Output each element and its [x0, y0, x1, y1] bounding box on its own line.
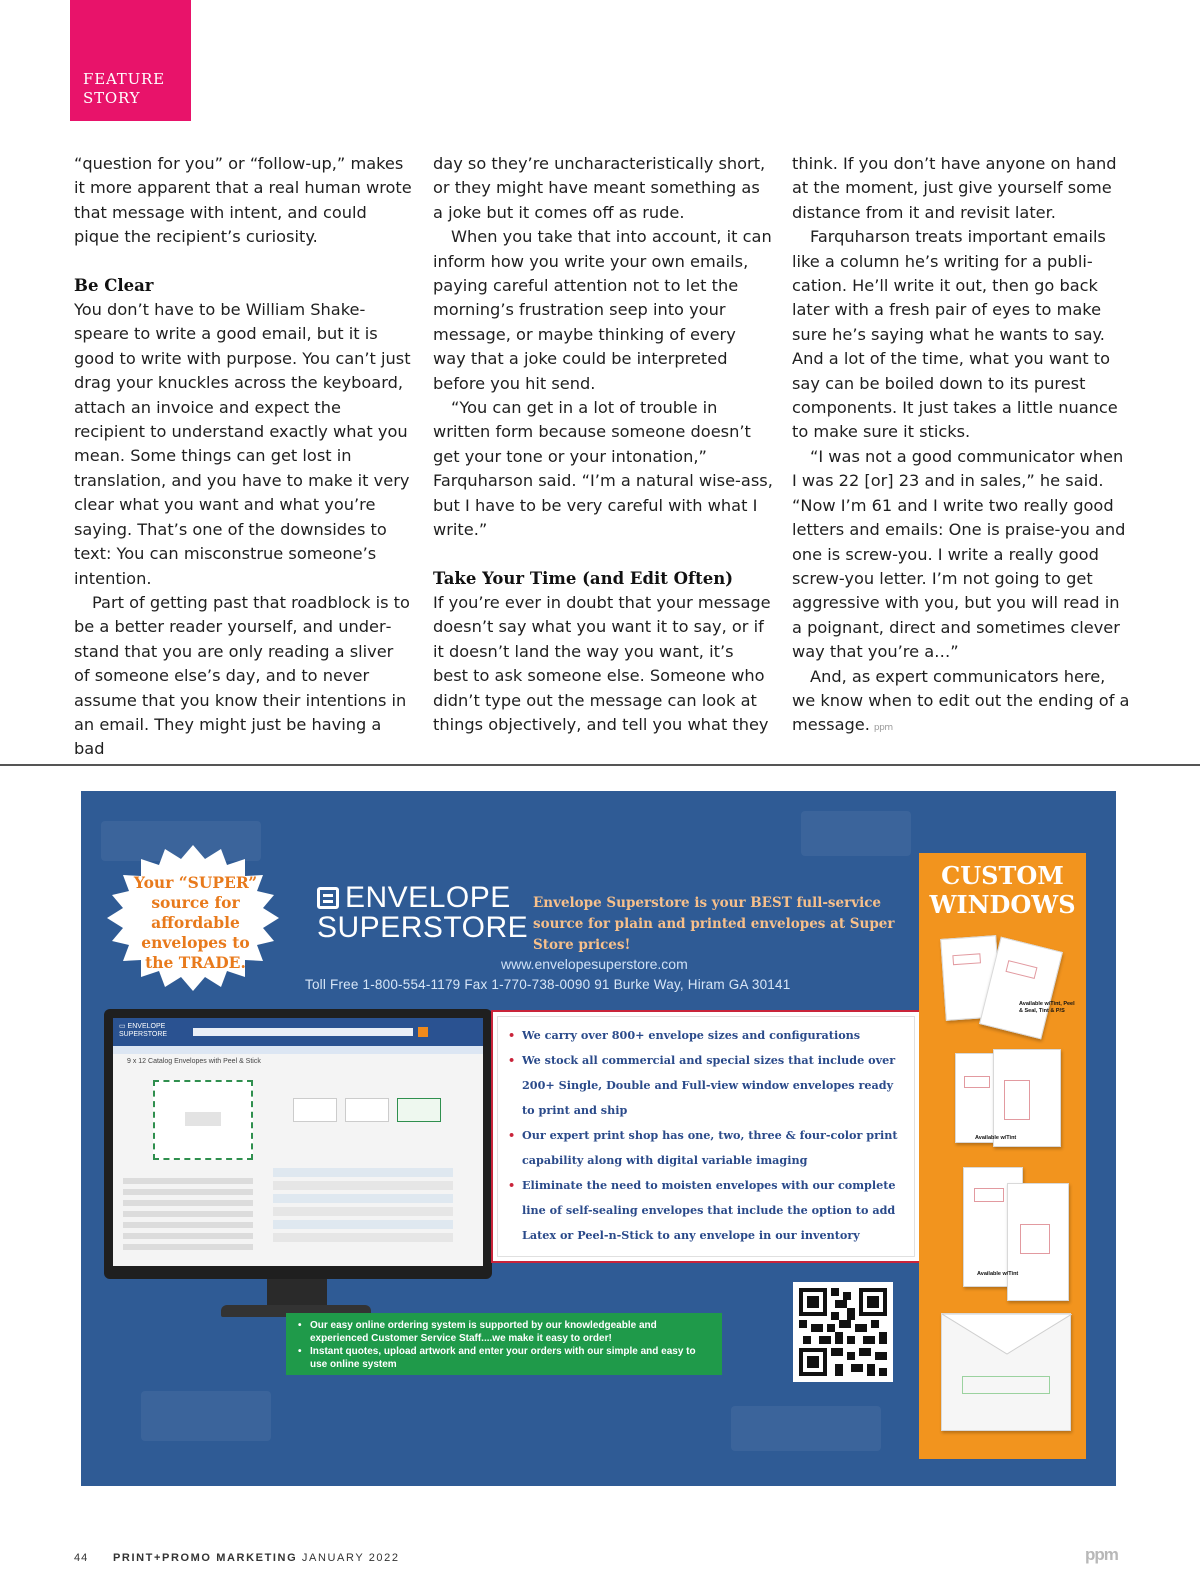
paragraph: Farquharson treats important emails like a column he’s writing for a publication. He’ll write it out, then go back later with a fresh pair of eyes to make sure he’s saying what he wants to say. And a lot of the time, what you want to say can be boiled down to its purest components. It just takes a little nuance to make sure it sticks. [792, 227, 1118, 442]
section-divider [0, 764, 1200, 766]
window-envelope-label: Available w/Tint, Peel & Seal, Tint & P/S [1019, 1001, 1075, 1014]
badge-text: Your “SUPER” source for affordable envelopes to the TRADE. [133, 873, 258, 972]
window-envelope-label: Available w/Tint [975, 1135, 1017, 1141]
feature-item: • Eliminate the need to moisten envelopes with our complete line of self-sealing envelopes that include the option to add Latex or Peel-n-Stick to any envelope in our inventory [506, 1173, 904, 1248]
super-source-badge [91, 843, 296, 993]
website-screenshot: ▭ ENVELOPE SUPERSTORE 9 x 12 Catalog Envelopes with Peel & Stick [113, 1018, 483, 1266]
custom-windows-heading: CUSTOM WINDOWS [929, 861, 1076, 919]
monitor-illustration [104, 1009, 492, 1279]
publication-name: PRINT+PROMO MARKETING [113, 1552, 298, 1564]
window-envelope-sample [1007, 1183, 1069, 1301]
envelope-logo-icon [317, 887, 339, 909]
qr-code-icon [799, 1288, 887, 1376]
subheading-take-your-time: Take Your Time (and Edit Often) [433, 568, 734, 588]
paragraph: “You can get in a lot of trouble in written form because someone doesn’t get your tone or your intonation,” Farquharson said. “I’m a natural wise-ass, but I have to be very careful with what I write.” [433, 398, 773, 540]
ordering-info-box [286, 1313, 722, 1375]
background-envelope-shape [801, 811, 911, 856]
paragraph: think. If you don’t have anyone on hand at the moment, just give yourself some distance from it and revisit later. [792, 154, 1117, 222]
end-mark-logo: ppm [873, 723, 893, 734]
article-column-3 [792, 152, 1132, 741]
paragraph: If you’re ever in doubt that your message doesn’t say what you want it to say, or if it doesn’t land the way you want, it’s best to ask someone else. Someone who didn’t type out the message can look at things objectively, and tell you what they [433, 592, 771, 734]
paragraph: When you take that into account, it can inform how you write your own emails, paying careful attention not to let the morning’s frustration seep into your message, or maybe thinking of every way that a joke could be interpreted before you hit send. [433, 227, 772, 393]
publication-line [113, 1552, 400, 1564]
custom-windows-panel [919, 853, 1086, 1459]
paragraph: You don’t have to be William Shakespeare to write a good email, but it is good to write with purpose. You can’t just drag your knuckles across the keyboard, attach an invoice and expect the recipient to understand exactly what you mean. Some things can get lost in translation, and you have to make it very clear what you want and what you’re saying. That’s one of the downsides to text: You can misconstrue someone’s intention. [74, 300, 411, 588]
qr-code[interactable] [793, 1282, 893, 1382]
section-tag [70, 0, 191, 121]
window-envelope-sample [993, 1049, 1061, 1147]
logo-line-2: SUPERSTORE [317, 911, 529, 944]
logo-line-1: ENVELOPE [345, 881, 511, 914]
feature-list-box [491, 1010, 921, 1263]
issue-date: JANUARY 2022 [301, 1552, 400, 1564]
ordering-point: • Our easy online ordering system is supported by our knowledgeable and experienced Customer Service Staff....we make it easy to order! [296, 1319, 712, 1345]
section-tag-line1: FEATURE [83, 70, 165, 88]
ad-website[interactable]: www.envelopesuperstore.com [501, 956, 688, 972]
article-column-1 [74, 152, 414, 762]
background-envelope-shape [141, 1391, 271, 1441]
page-number: 44 [74, 1552, 89, 1564]
ad-contact-info: Toll Free 1-800-554-1179 Fax 1-770-738-0090 91 Burke Way, Hiram GA 30141 [305, 977, 791, 992]
paragraph: “I was not a good communicator when I was 22 [or] 23 and in sales,” he said. “Now I’m 61 and I write two really good letters and emails: One is praise-you and one is screw-you. I write a really good screw-you letter. I’m not going to get aggressive with you, but you will read in a poignant, direct and sometimes clever way that you’re a…” [792, 446, 1126, 662]
envelope-superstore-ad[interactable] [81, 791, 1116, 1486]
feature-item: • Our expert print shop has one, two, three & four-color print capability along with digital variable imaging [506, 1123, 904, 1173]
ppm-logo: ppm [1085, 1545, 1118, 1564]
paragraph: Part of getting past that roadblock is to be a better reader yourself, and understand that you are only reading a sliver of someone else’s day, and to never assume that you know their intentions in an email. They might just be having a bad [74, 592, 410, 759]
feature-item: • We carry over 800+ envelope sizes and configurations [506, 1023, 904, 1048]
section-tag-line2: STORY [83, 89, 141, 107]
subheading-be-clear: Be Clear [74, 275, 154, 295]
window-envelope-label: Available w/Tint [977, 1271, 1019, 1277]
paragraph: day so they’re uncharacteristically short, or they might have meant something as a joke but it comes off as rude. [433, 154, 766, 222]
ordering-point: • Instant quotes, upload artwork and enter your orders with our simple and easy to use online system [296, 1345, 712, 1371]
paragraph: “question for you” or “follow-up,” makes it more apparent that a real human wrote that message with intent, and could pique the recipient’s curiosity. [74, 154, 412, 247]
envelope-preview-image [153, 1080, 253, 1160]
open-envelope-sample [941, 1313, 1071, 1431]
closing-sentence: And, as expert communicators here, we know when to edit out the ending of a message. [792, 666, 1130, 735]
ad-tagline: Envelope Superstore is your BEST full-service source for plain and printed envelopes at Super Store prices! [533, 895, 895, 953]
feature-item: • We stock all commercial and special sizes that include over 200+ Single, Double and Full-view window envelopes ready to print and ship [506, 1048, 904, 1123]
paragraph [792, 665, 1132, 741]
background-envelope-shape [731, 1406, 881, 1451]
article-column-2 [433, 152, 773, 737]
